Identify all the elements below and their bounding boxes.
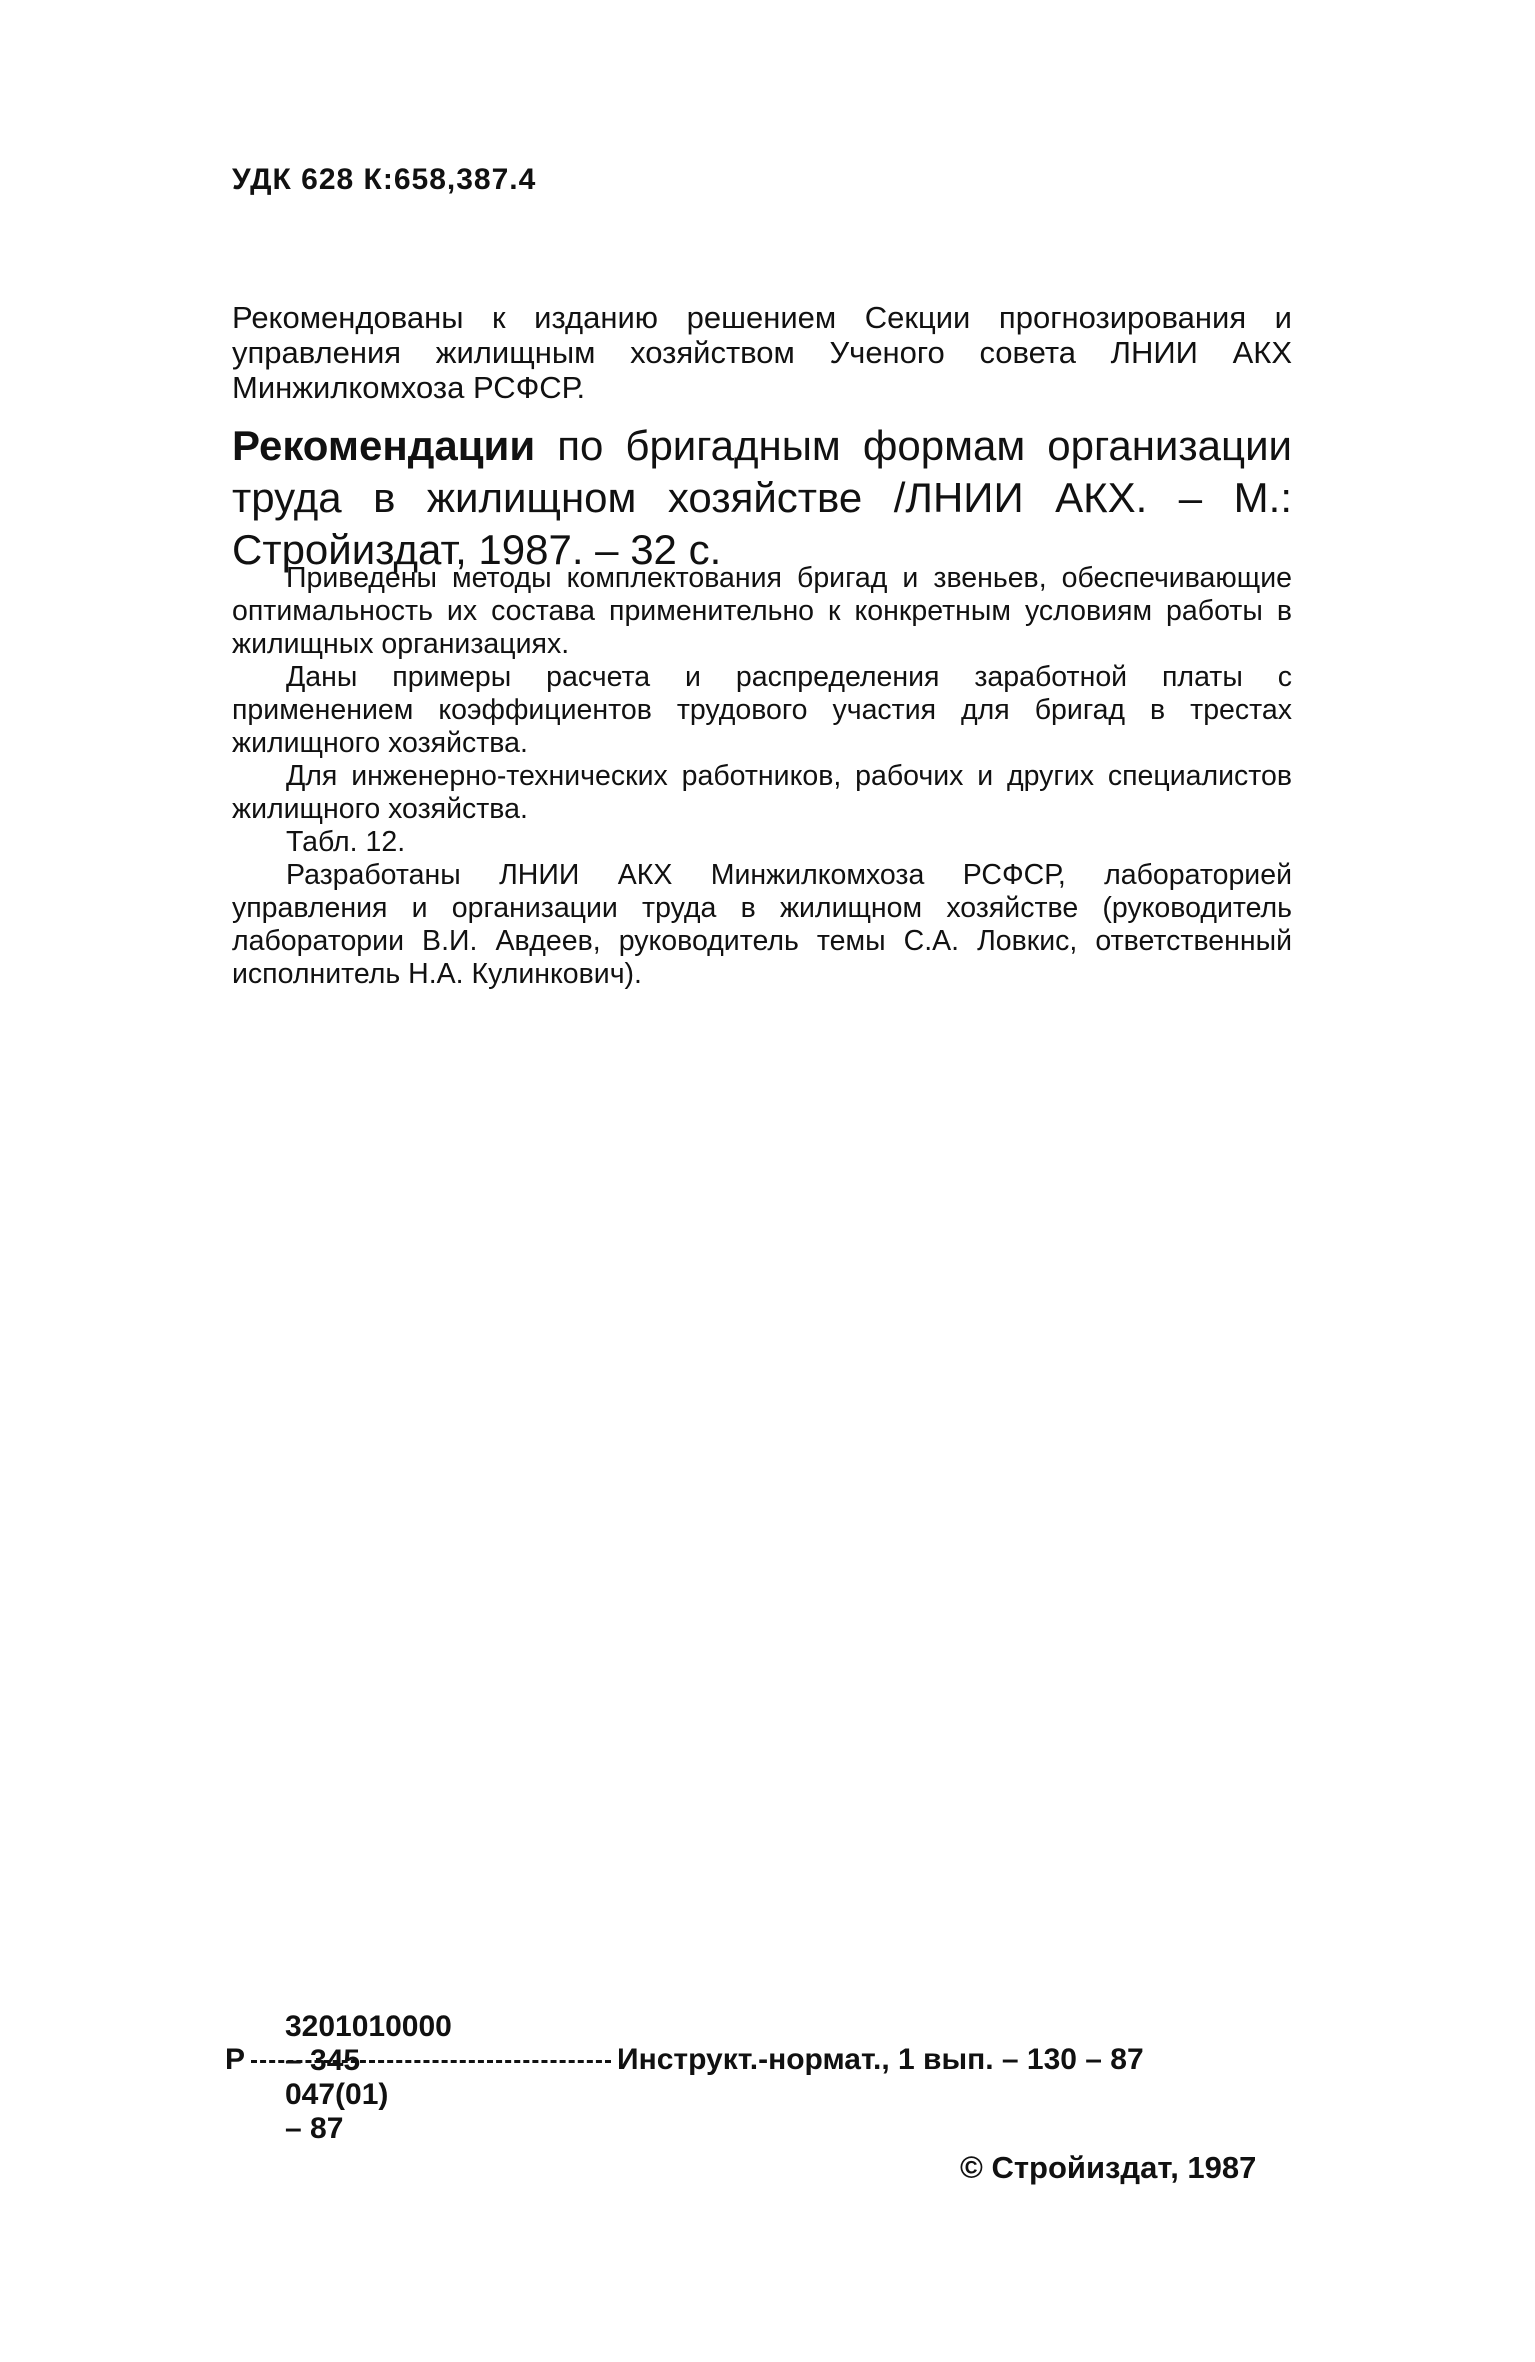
code-denominator: 047(01) – 87 bbox=[285, 2078, 389, 2145]
udk-code: УДК 628 К:658,387.4 bbox=[232, 163, 537, 196]
code-suffix: Инструкт.-нормат., 1 вып. – 130 – 87 bbox=[617, 2043, 1144, 2076]
code-divider bbox=[251, 2060, 611, 2063]
bibliographic-entry bbox=[232, 420, 1292, 576]
biblio-details: по бригадным формам организации труда в жилищном хозяйстве /ЛНИИ АКХ. – М.: Стройиздат, 1987. – 32 с. bbox=[232, 422, 1292, 573]
abstract-paragraph-tables: Табл. 12. bbox=[286, 826, 406, 858]
code-prefix: Р bbox=[225, 2043, 246, 2076]
approval-note: Рекомендованы к изданию решением Секции прогнозирования и управления жилищным хозяйством Ученого совета ЛНИИ АКХ Минжилкомхоза РСФСР. bbox=[232, 300, 1292, 405]
abstract-paragraph-authors: Разработаны ЛНИИ АКХ Минжилкомхоза РСФСР, лабораторией управления и организации труда в жилищном хозяйстве (руководитель лаборатории В.И. Авдеев, руководитель темы С.А. Ловкис, ответственный исполнитель Н.А. Кулинкович). bbox=[232, 859, 1292, 990]
abstract-paragraph-examples: Даны примеры расчета и распределения заработной платы с применением коэффициентов трудового участия для бригад в трестах жилищного хозяйства. bbox=[232, 661, 1292, 759]
abstract bbox=[232, 562, 1292, 991]
copyright-notice: © Стройиздат, 1987 bbox=[960, 2150, 1257, 2185]
abstract-paragraph-audience: Для инженерно-технических работников, рабочих и других специалистов жилищного хозяйства. bbox=[232, 760, 1292, 825]
code-line bbox=[225, 2043, 1144, 2077]
biblio-title: Рекомендации bbox=[232, 422, 536, 469]
code-numerator: 3201010000 – 345 bbox=[285, 2010, 452, 2077]
abstract-paragraph-methods: Приведены методы комплектования бригад и звеньев, обеспечивающие оптимальность их состава применительно к конкретным условиям работы в жилищных организациях. bbox=[232, 562, 1292, 660]
